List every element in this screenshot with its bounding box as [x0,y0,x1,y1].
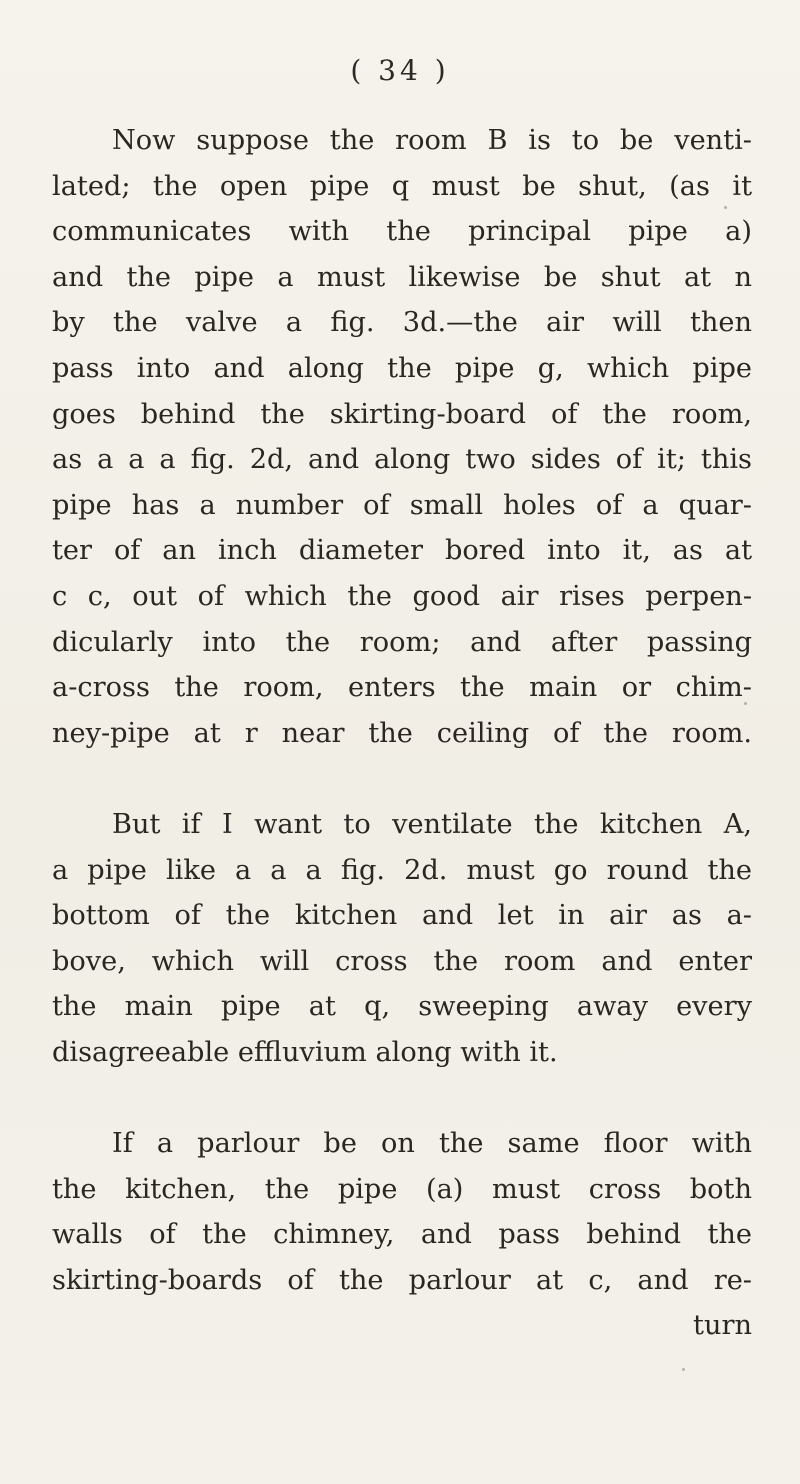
text-line: pass into and along the pipe g, which pipe [52,352,752,384]
text-line: skirting-boards of the parlour at c, and re- [52,1264,752,1296]
paragraph-1 [52,118,752,756]
text-line: If a parlour be on the same floor with [112,1128,752,1160]
text-line: a-cross the room, enters the main or chim- [52,672,752,704]
text-line: a pipe like a a a fig. 2d. must go round the [52,854,752,886]
text-line: bottom of the kitchen and let in air as a- [52,900,752,932]
ink-speck [724,206,727,209]
text-line: the kitchen, the pipe (a) must cross both [52,1173,752,1205]
text-line: dicularly into the room; and after passing [52,626,752,658]
body-text [52,118,752,1349]
text-line: goes behind the skirting-board of the room, [52,398,752,430]
text-line: bove, which will cross the room and enter [52,945,752,977]
paragraph-gap [52,1075,752,1121]
text-line: and the pipe a must likewise be shut at n [52,261,752,293]
paragraph-3 [52,1121,752,1303]
text-line: as a a a fig. 2d, and along two sides of it; this [52,444,752,476]
text-line: But if I want to ventilate the kitchen A, [112,808,752,840]
text-line: by the valve a fig. 3d.—the air will then [52,307,752,339]
text-line: c c, out of which the good air rises perpen- [52,580,752,612]
paragraph-2 [52,802,752,1076]
text-line: pipe has a number of small holes of a quar- [52,489,752,521]
text-line: disagreeable effluvium along with it. [52,1036,558,1068]
text-line: ter of an inch diameter bored into it, as at [52,535,752,567]
catchword: turn [693,1310,752,1342]
text-line: ney-pipe at r near the ceiling of the room. [52,717,752,749]
text-line: walls of the chimney, and pass behind the [52,1219,752,1251]
ink-speck [744,702,747,705]
text-line: the main pipe at q, sweeping away every [52,991,752,1023]
ink-speck [682,1368,685,1371]
text-line: communicates with the principal pipe a) [52,216,752,248]
paragraph-gap [52,756,752,802]
text-line: Now suppose the room B is to be venti- [112,125,752,156]
text-line: lated; the open pipe q must be shut, (as it [52,170,752,202]
page-number: ( 34 ) [350,54,450,87]
